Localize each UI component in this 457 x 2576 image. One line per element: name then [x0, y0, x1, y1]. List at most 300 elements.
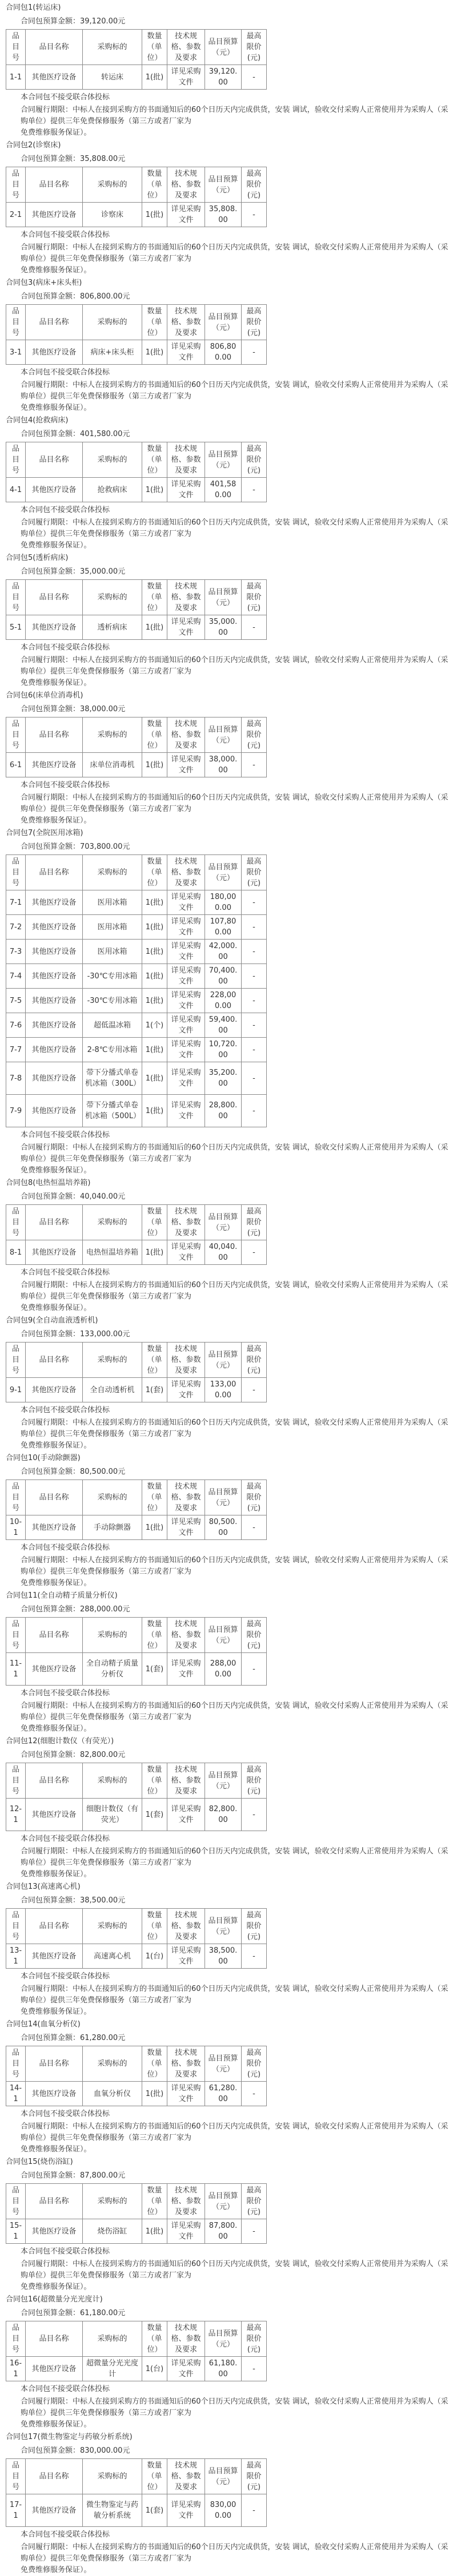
- cell-quantity: 1(套): [142, 1799, 167, 1831]
- package-title: 合同包17(微生物鉴定与药敏分析系统): [6, 2433, 133, 2441]
- package-budget: 合同包预算金额：288,000.00元: [21, 1605, 130, 1614]
- table-row: [6, 1095, 267, 1127]
- header-item-no: 品目号: [6, 855, 26, 890]
- cell-item-name: 其他医疗设备: [26, 65, 83, 90]
- contract-term-tail: 免费维修服务保证）。: [21, 2566, 91, 2574]
- cell-procurement-target: 病床+床头柜: [83, 340, 142, 365]
- header-spec: 技术规格、参数及要求: [167, 2321, 205, 2357]
- header-spec: 技术规格、参数及要求: [167, 855, 205, 890]
- header-item-no: 品目号: [6, 1763, 26, 1799]
- cell-item-no: 7-4: [6, 964, 26, 989]
- cell-budget: 10,720.00: [205, 1038, 242, 1062]
- cell-spec: 详见采购文件: [167, 1038, 205, 1062]
- table-row: [6, 478, 267, 502]
- header-budget: 品目预算（元）: [205, 1618, 242, 1653]
- cell-quantity: 1(批): [142, 989, 167, 1013]
- table-header-row: [6, 167, 267, 203]
- header-item-name: 品目名称: [26, 30, 83, 65]
- cell-spec: 详见采购文件: [167, 65, 205, 90]
- header-budget: 品目预算（元）: [205, 442, 242, 478]
- package-items-table: [6, 854, 267, 1127]
- package-budget: 合同包预算金额：87,800.00元: [21, 2171, 126, 2180]
- header-spec: 技术规格、参数及要求: [167, 1205, 205, 1240]
- table-header-row: [6, 580, 267, 615]
- header-max-price: 最高限价(元): [242, 2321, 267, 2357]
- contract-term-note: [6, 792, 451, 827]
- table-row: [6, 1013, 267, 1038]
- cell-quantity: 1(批): [142, 940, 167, 964]
- cell-spec: 详见采购文件: [167, 340, 205, 365]
- cell-item-no: 10-1: [6, 1515, 26, 1540]
- contract-term-tail: 免费维修服务保证）。: [21, 2007, 91, 2016]
- cell-max-price: -: [242, 1240, 267, 1265]
- header-budget: 品目预算（元）: [205, 305, 242, 340]
- cell-item-no: 7-2: [6, 915, 26, 940]
- cell-quantity: 1(套): [142, 1378, 167, 1402]
- cell-budget: 107,800.00: [205, 915, 242, 940]
- cell-spec: 详见采购文件: [167, 615, 205, 640]
- package-items-table: [6, 1908, 267, 1969]
- header-spec: 技术规格、参数及要求: [167, 1343, 205, 1378]
- contract-package: [6, 827, 451, 1176]
- header-quantity: 数量（单位）: [142, 717, 167, 753]
- table-header-row: [6, 1909, 267, 1944]
- contract-term-text: 合同履行期限：中标人在接到采购方的书面通知后的60个日历天内完成供货，安装 调试，验收交付采购人正常使用并为采购人（采购单位）提供三年免费保修服务（第三方或者厂家为: [21, 381, 448, 401]
- cell-spec: 详见采购文件: [167, 753, 205, 777]
- header-max-price: 最高限价(元): [242, 30, 267, 65]
- header-procurement-target: 采购标的: [83, 1480, 142, 1515]
- header-max-price: 最高限价(元): [242, 442, 267, 478]
- header-quantity: 数量（单位）: [142, 1480, 167, 1515]
- header-procurement-target: 采购标的: [83, 855, 142, 890]
- header-item-name: 品目名称: [26, 1343, 83, 1378]
- package-items-table: [6, 579, 267, 640]
- header-item-no: 品目号: [6, 580, 26, 615]
- contract-term-text: 合同履行期限：中标人在接到采购方的书面通知后的60个日历天内完成供货，安装 调试，验收交付采购人正常使用并为采购人（采购单位）提供三年免费保修服务（第三方或者厂家为: [21, 793, 448, 813]
- cell-procurement-target: 烧伤浴缸: [83, 2219, 142, 2244]
- cell-spec: 详见采购文件: [167, 1799, 205, 1831]
- package-title: 合同包5(透析病床): [6, 554, 69, 562]
- contract-term-tail: 免费维修服务保证）。: [21, 541, 91, 550]
- header-item-no: 品目号: [6, 2184, 26, 2219]
- consortium-note: 本合同包不接受联合体投标: [21, 368, 110, 377]
- header-item-no: 品目号: [6, 1618, 26, 1653]
- cell-spec: 详见采购文件: [167, 1653, 205, 1686]
- cell-quantity: 1(批): [142, 1038, 167, 1062]
- contract-term-tail: 免费维修服务保证）。: [21, 1579, 91, 1587]
- table-row: [6, 1799, 267, 1831]
- cell-budget: 35,200.00: [205, 1062, 242, 1095]
- contract-term-text: 合同履行期限：中标人在接到采购方的书面通知后的60个日历天内完成供货，安装 调试，验收交付采购人正常使用并为采购人（采购单位）提供三年免费保修服务（第三方或者厂家为: [21, 2122, 448, 2142]
- consortium-note: 本合同包不接受联合体投标: [21, 506, 110, 514]
- cell-quantity: 1(批): [142, 915, 167, 940]
- table-header-row: [6, 30, 267, 65]
- cell-quantity: 1(批): [142, 478, 167, 502]
- header-procurement-target: 采购标的: [83, 2459, 142, 2494]
- contract-term-note: [6, 1280, 451, 1314]
- cell-max-price: -: [242, 964, 267, 989]
- cell-item-no: 2-1: [6, 203, 26, 227]
- package-title: 合同包8(电热恒温培养箱): [6, 1179, 91, 1187]
- cell-item-name: 其他医疗设备: [26, 940, 83, 964]
- cell-item-name: 其他医疗设备: [26, 2494, 83, 2527]
- header-spec: 技术规格、参数及要求: [167, 580, 205, 615]
- contract-term-text: 合同履行期限：中标人在接到采购方的书面通知后的60个日历天内完成供货，安装 调试，验收交付采购人正常使用并为采购人（采购单位）提供三年免费保修服务（第三方或者厂家为: [21, 1847, 448, 1867]
- cell-quantity: 1(批): [142, 753, 167, 777]
- header-max-price: 最高限价(元): [242, 305, 267, 340]
- cell-procurement-target: 医用冰箱: [83, 915, 142, 940]
- contract-term-tail: 免费维修服务保证）。: [21, 679, 91, 687]
- cell-spec: 详见采购文件: [167, 989, 205, 1013]
- contract-package: [6, 2155, 451, 2293]
- package-title: 合同包10(手动除颤器): [6, 1454, 81, 1462]
- cell-spec: 详见采购文件: [167, 2357, 205, 2381]
- header-spec: 技术规格、参数及要求: [167, 2459, 205, 2494]
- package-title: 合同包3(病床+床头柜): [6, 279, 82, 287]
- cell-budget: 35,000.00: [205, 615, 242, 640]
- cell-procurement-target: 超微量分光光度计: [83, 2357, 142, 2381]
- contract-package: [6, 1314, 451, 1452]
- cell-budget: 82,800.00: [205, 1799, 242, 1831]
- contract-term-tail: 免费维修服务保证）。: [21, 1724, 91, 1733]
- cell-max-price: -: [242, 478, 267, 502]
- header-procurement-target: 采购标的: [83, 1205, 142, 1240]
- consortium-note: 本合同包不接受联合体投标: [21, 93, 110, 102]
- header-spec: 技术规格、参数及要求: [167, 1480, 205, 1515]
- header-item-no: 品目号: [6, 1343, 26, 1378]
- contract-term-tail: 免费维修服务保证）。: [21, 266, 91, 275]
- table-row: [6, 753, 267, 777]
- package-budget: 合同包预算金额：401,580.00元: [21, 430, 130, 438]
- cell-item-name: 其他医疗设备: [26, 615, 83, 640]
- header-item-name: 品目名称: [26, 305, 83, 340]
- table-row: [6, 890, 267, 915]
- package-title: 合同包7(全院医用冰箱): [6, 829, 83, 837]
- contract-term-note: [6, 2259, 451, 2293]
- table-row: [6, 615, 267, 640]
- cell-quantity: 1(批): [142, 203, 167, 227]
- contract-term-text: 合同履行期限：中标人在接到采购方的书面通知后的60个日历天内完成供货，安装 调试，验收交付采购人正常使用并为采购人（采购单位）提供三年免费保修服务（第三方或者厂家为: [21, 1418, 448, 1438]
- contract-term-text: 合同履行期限：中标人在接到采购方的书面通知后的60个日历天内完成供货，安装 调试，验收交付采购人正常使用并为采购人（采购单位）提供三年免费保修服务（第三方或者厂家为: [21, 1702, 448, 1722]
- cell-budget: 61,180.00: [205, 2357, 242, 2381]
- package-items-table: [6, 2183, 267, 2244]
- header-procurement-target: 采购标的: [83, 2321, 142, 2357]
- cell-budget: 401,580.00: [205, 478, 242, 502]
- cell-max-price: -: [242, 915, 267, 940]
- contract-term-note: [6, 2121, 451, 2155]
- cell-quantity: 1(批): [142, 1515, 167, 1540]
- cell-spec: 详见采购文件: [167, 964, 205, 989]
- cell-spec: 详见采购文件: [167, 2494, 205, 2527]
- contract-term-note: [6, 517, 451, 551]
- cell-item-name: 其他医疗设备: [26, 1038, 83, 1062]
- cell-item-name: 其他医疗设备: [26, 203, 83, 227]
- cell-budget: 830,000.00: [205, 2494, 242, 2527]
- cell-item-no: 16-1: [6, 2357, 26, 2381]
- header-quantity: 数量（单位）: [142, 2321, 167, 2357]
- cell-item-name: 其他医疗设备: [26, 1653, 83, 1686]
- contract-term-text: 合同履行期限：中标人在接到采购方的书面通知后的60个日历天内完成供货，安装 调试，验收交付采购人正常使用并为采购人（采购单位）提供三年免费保修服务（第三方或者厂家为: [21, 656, 448, 676]
- table-row: [6, 65, 267, 90]
- package-items-table: [6, 2321, 267, 2381]
- table-row: [6, 1653, 267, 1686]
- header-quantity: 数量（单位）: [142, 2184, 167, 2219]
- cell-procurement-target: 抢救病床: [83, 478, 142, 502]
- cell-item-name: 其他医疗设备: [26, 2219, 83, 2244]
- contract-term-tail: 免费维修服务保证）。: [21, 2145, 91, 2154]
- cell-quantity: 1(台): [142, 1944, 167, 1969]
- package-budget: 合同包预算金额：40,040.00元: [21, 1192, 126, 1201]
- cell-budget: 39,120.00: [205, 65, 242, 90]
- cell-max-price: -: [242, 1062, 267, 1095]
- cell-quantity: 1(套): [142, 1653, 167, 1686]
- package-title: 合同包6(床单位消毒机): [6, 691, 83, 700]
- consortium-note: 本合同包不接受联合体投标: [21, 1268, 110, 1277]
- header-max-price: 最高限价(元): [242, 1909, 267, 1944]
- cell-procurement-target: 血氧分析仪: [83, 2082, 142, 2106]
- table-row: [6, 989, 267, 1013]
- cell-quantity: 1(批): [142, 890, 167, 915]
- header-item-no: 品目号: [6, 1205, 26, 1240]
- cell-quantity: 1(批): [142, 2082, 167, 2106]
- cell-spec: 详见采购文件: [167, 1944, 205, 1969]
- cell-spec: 详见采购文件: [167, 2219, 205, 2244]
- contract-package: [6, 1589, 451, 1735]
- cell-budget: 38,500.00: [205, 1944, 242, 1969]
- header-max-price: 最高限价(元): [242, 1618, 267, 1653]
- package-budget: 合同包预算金额：61,180.00元: [21, 2309, 126, 2317]
- contract-package: [6, 1880, 451, 2018]
- cell-item-no: 14-1: [6, 2082, 26, 2106]
- header-procurement-target: 采购标的: [83, 1763, 142, 1799]
- contract-term-text: 合同履行期限：中标人在接到采购方的书面通知后的60个日历天内完成供货，安装 调试，验收交付采购人正常使用并为采购人（采购单位）提供三年免费保修服务（第三方或者厂家为: [21, 1281, 448, 1301]
- table-header-row: [6, 2046, 267, 2082]
- consortium-note: 本合同包不接受联合体投标: [21, 1835, 110, 1843]
- cell-budget: 70,400.00: [205, 964, 242, 989]
- cell-max-price: -: [242, 2082, 267, 2106]
- header-max-price: 最高限价(元): [242, 855, 267, 890]
- contract-term-text: 合同履行期限：中标人在接到采购方的书面通知后的60个日历天内完成供货，安装 调试，验收交付采购人正常使用并为采购人（采购单位）提供三年免费保修服务（第三方或者厂家为: [21, 518, 448, 538]
- table-header-row: [6, 1618, 267, 1653]
- cell-max-price: -: [242, 1038, 267, 1062]
- contract-package: [6, 2018, 451, 2155]
- cell-item-name: 其他医疗设备: [26, 340, 83, 365]
- cell-quantity: 1(批): [142, 340, 167, 365]
- table-header-row: [6, 1205, 267, 1240]
- cell-item-no: 7-1: [6, 890, 26, 915]
- table-row: [6, 1062, 267, 1095]
- header-item-no: 品目号: [6, 305, 26, 340]
- package-budget: 合同包预算金额：39,120.00元: [21, 17, 126, 26]
- consortium-note: 本合同包不接受联合体投标: [21, 1406, 110, 1414]
- consortium-note: 本合同包不接受联合体投标: [21, 2247, 110, 2256]
- package-items-table: [6, 304, 267, 365]
- cell-max-price: -: [242, 940, 267, 964]
- cell-item-no: 15-1: [6, 2219, 26, 2244]
- cell-budget: 87,800.00: [205, 2219, 242, 2244]
- cell-budget: 40,040.00: [205, 1240, 242, 1265]
- header-budget: 品目预算（元）: [205, 2459, 242, 2494]
- cell-item-no: 12-1: [6, 1799, 26, 1831]
- contract-term-note: [6, 1984, 451, 2018]
- cell-item-no: 7-5: [6, 989, 26, 1013]
- header-budget: 品目预算（元）: [205, 717, 242, 753]
- contract-package: [6, 689, 451, 827]
- cell-item-name: 其他医疗设备: [26, 915, 83, 940]
- header-procurement-target: 采购标的: [83, 580, 142, 615]
- header-procurement-target: 采购标的: [83, 305, 142, 340]
- header-quantity: 数量（单位）: [142, 1763, 167, 1799]
- cell-item-name: 其他医疗设备: [26, 2082, 83, 2106]
- cell-quantity: 1(个): [142, 1013, 167, 1038]
- package-items-table: [6, 2458, 267, 2527]
- cell-budget: 180,000.00: [205, 890, 242, 915]
- contract-term-text: 合同履行期限：中标人在接到采购方的书面通知后的60个日历天内完成供货，安装 调试，验收交付采购人正常使用并为采购人（采购单位）提供三年免费保修服务（第三方或者厂家为: [21, 243, 448, 263]
- cell-procurement-target: 医用冰箱: [83, 940, 142, 964]
- cell-spec: 详见采购文件: [167, 2082, 205, 2106]
- package-title: 合同包4(抢救病床): [6, 416, 69, 425]
- cell-spec: 详见采购文件: [167, 1013, 205, 1038]
- table-row: [6, 340, 267, 365]
- package-budget: 合同包预算金额：38,500.00元: [21, 1896, 126, 1905]
- cell-spec: 详见采购文件: [167, 890, 205, 915]
- package-items-table: [6, 442, 267, 502]
- header-budget: 品目预算（元）: [205, 2321, 242, 2357]
- package-budget: 合同包预算金额：38,000.00元: [21, 705, 126, 713]
- header-procurement-target: 采购标的: [83, 442, 142, 478]
- contract-package: [6, 1452, 451, 1589]
- cell-budget: 28,800.00: [205, 1095, 242, 1127]
- contract-package: [6, 1, 451, 139]
- contract-term-note: [6, 104, 451, 139]
- consortium-note: 本合同包不接受联合体投标: [21, 781, 110, 789]
- contract-term-text: 合同履行期限：中标人在接到采购方的书面通知后的60个日历天内完成供货，安装 调试，验收交付采购人正常使用并为采购人（采购单位）提供三年免费保修服务（第三方或者厂家为: [21, 2260, 448, 2280]
- header-spec: 技术规格、参数及要求: [167, 167, 205, 203]
- header-budget: 品目预算（元）: [205, 1343, 242, 1378]
- table-row: [6, 2082, 267, 2106]
- consortium-note: 本合同包不接受联合体投标: [21, 2110, 110, 2118]
- table-row: [6, 2219, 267, 2244]
- cell-max-price: -: [242, 2219, 267, 2244]
- contract-term-text: 合同履行期限：中标人在接到采购方的书面通知后的60个日历天内完成供货，安装 调试，验收交付采购人正常使用并为采购人（采购单位）提供三年免费保修服务（第三方或者厂家为: [21, 2543, 448, 2563]
- package-title: 合同包9(全自动血液透析机): [6, 1316, 98, 1325]
- cell-quantity: 1(套): [142, 2494, 167, 2527]
- contract-term-text: 合同履行期限：中标人在接到采购方的书面通知后的60个日历天内完成供货，安装 调试，验收交付采购人正常使用并为采购人（采购单位）提供三年免费保修服务（第三方或者厂家为: [21, 1143, 448, 1163]
- contract-term-note: [6, 2396, 451, 2430]
- package-budget: 合同包预算金额：806,800.00元: [21, 292, 130, 301]
- header-spec: 技术规格、参数及要求: [167, 1909, 205, 1944]
- header-budget: 品目预算（元）: [205, 1480, 242, 1515]
- header-quantity: 数量（单位）: [142, 1343, 167, 1378]
- contract-term-tail: 免费维修服务保证）。: [21, 1870, 91, 1878]
- header-item-name: 品目名称: [26, 2046, 83, 2082]
- header-quantity: 数量（单位）: [142, 2046, 167, 2082]
- header-quantity: 数量（单位）: [142, 2459, 167, 2494]
- consortium-note: 本合同包不接受联合体投标: [21, 1972, 110, 1981]
- header-item-no: 品目号: [6, 2321, 26, 2357]
- header-max-price: 最高限价(元): [242, 580, 267, 615]
- contract-term-note: [6, 655, 451, 689]
- table-row: [6, 940, 267, 964]
- cell-max-price: -: [242, 890, 267, 915]
- header-procurement-target: 采购标的: [83, 717, 142, 753]
- cell-item-name: 其他医疗设备: [26, 1799, 83, 1831]
- header-max-price: 最高限价(元): [242, 1763, 267, 1799]
- package-title: 合同包12(细胞计数仪（有荧光）): [6, 1737, 114, 1745]
- table-header-row: [6, 2321, 267, 2357]
- package-budget: 合同包预算金额：35,000.00元: [21, 567, 126, 576]
- cell-quantity: 1(批): [142, 615, 167, 640]
- cell-budget: 133,000.00: [205, 1378, 242, 1402]
- cell-spec: 详见采购文件: [167, 915, 205, 940]
- header-item-no: 品目号: [6, 1909, 26, 1944]
- header-max-price: 最高限价(元): [242, 167, 267, 203]
- contract-package: [6, 1735, 451, 1880]
- contract-term-note: [6, 242, 451, 276]
- cell-item-no: 8-1: [6, 1240, 26, 1265]
- table-row: [6, 203, 267, 227]
- header-item-no: 品目号: [6, 717, 26, 753]
- cell-procurement-target: -30℃专用冰箱: [83, 964, 142, 989]
- table-row: [6, 1240, 267, 1265]
- cell-quantity: 1(批): [142, 1062, 167, 1095]
- cell-procurement-target: 全自动透析机: [83, 1378, 142, 1402]
- cell-spec: 详见采购文件: [167, 1062, 205, 1095]
- cell-procurement-target: 电热恒温培养箱: [83, 1240, 142, 1265]
- table-row: [6, 1515, 267, 1540]
- cell-item-name: 其他医疗设备: [26, 1013, 83, 1038]
- contract-term-note: [6, 1142, 451, 1176]
- cell-procurement-target: 转运床: [83, 65, 142, 90]
- cell-max-price: -: [242, 1799, 267, 1831]
- cell-item-no: 13-1: [6, 1944, 26, 1969]
- cell-item-no: 7-6: [6, 1013, 26, 1038]
- table-row: [6, 2494, 267, 2527]
- cell-budget: 42,000.00: [205, 940, 242, 964]
- header-procurement-target: 采购标的: [83, 1618, 142, 1653]
- header-item-name: 品目名称: [26, 1480, 83, 1515]
- contract-term-note: [6, 1417, 451, 1452]
- consortium-note: 本合同包不接受联合体投标: [21, 1689, 110, 1698]
- cell-budget: 228,000.00: [205, 989, 242, 1013]
- header-spec: 技术规格、参数及要求: [167, 1618, 205, 1653]
- cell-procurement-target: 透析病床: [83, 615, 142, 640]
- contract-term-tail: 免费维修服务保证）。: [21, 128, 91, 137]
- cell-spec: 详见采购文件: [167, 203, 205, 227]
- header-procurement-target: 采购标的: [83, 2184, 142, 2219]
- cell-procurement-target: 2-8℃专用冰箱: [83, 1038, 142, 1062]
- cell-item-no: 6-1: [6, 753, 26, 777]
- cell-procurement-target: 带下分播式单卷机冰箱（300L）: [83, 1062, 142, 1095]
- contract-term-tail: 免费维修服务保证）。: [21, 816, 91, 825]
- cell-procurement-target: 带下分播式单卷机冰箱（500L）: [83, 1095, 142, 1127]
- header-item-name: 品目名称: [26, 855, 83, 890]
- header-spec: 技术规格、参数及要求: [167, 30, 205, 65]
- table-row: [6, 1038, 267, 1062]
- cell-quantity: 1(批): [142, 65, 167, 90]
- package-items-table: [6, 717, 267, 777]
- contract-package: [6, 1176, 451, 1314]
- header-item-name: 品目名称: [26, 717, 83, 753]
- cell-item-name: 其他医疗设备: [26, 1515, 83, 1540]
- header-item-no: 品目号: [6, 1480, 26, 1515]
- header-quantity: 数量（单位）: [142, 1909, 167, 1944]
- header-quantity: 数量（单位）: [142, 855, 167, 890]
- contract-term-note: [6, 2542, 451, 2576]
- cell-item-name: 其他医疗设备: [26, 1378, 83, 1402]
- header-item-no: 品目号: [6, 2459, 26, 2494]
- package-items-table: [6, 29, 267, 90]
